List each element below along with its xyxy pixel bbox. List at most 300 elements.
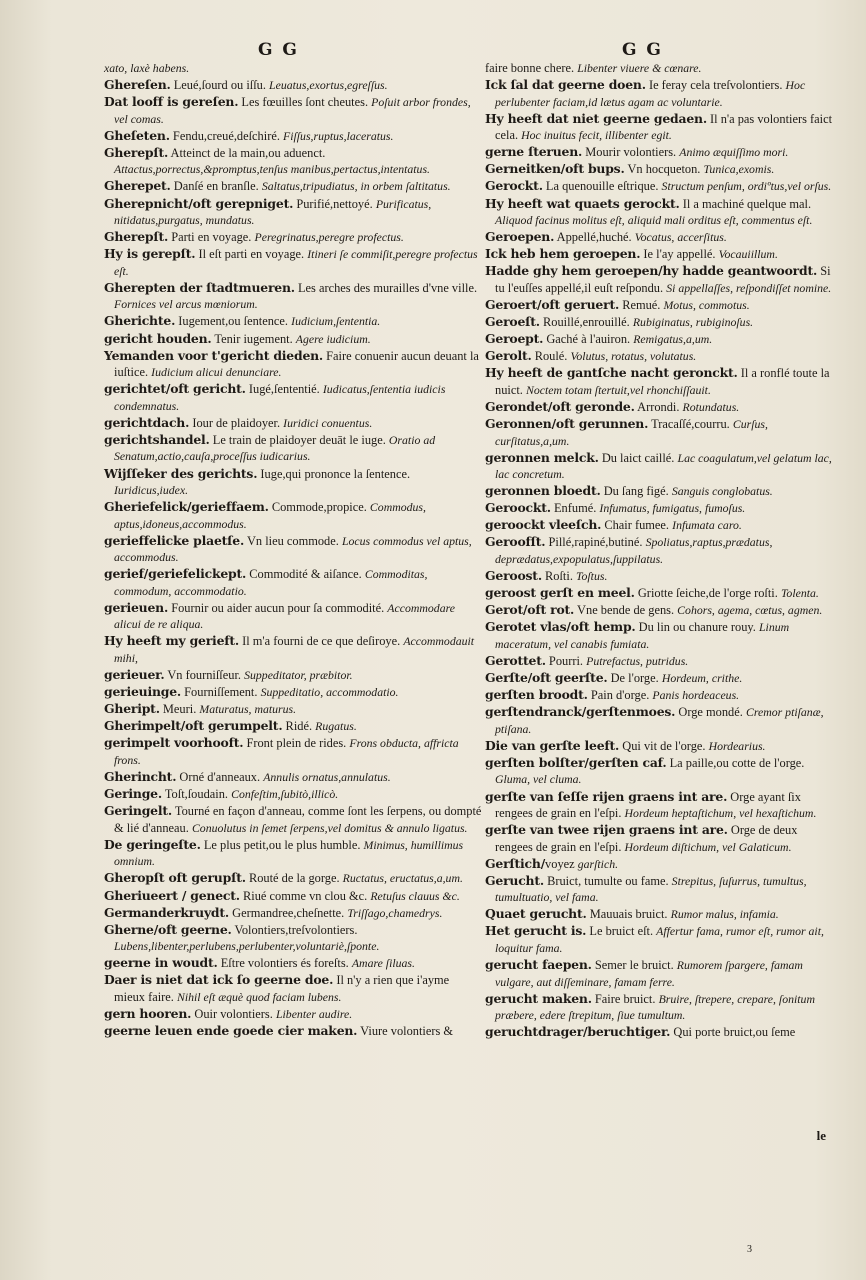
entry-french: Iugé,ſententié.	[245, 382, 323, 397]
entry-french: Danſé en branſle.	[170, 179, 262, 194]
entry-latin: Maturatus, maturus.	[199, 702, 297, 717]
entry-latin: Minimus, humillimus omnium.	[114, 837, 464, 869]
entry-headword: Geroert/oft geruert.	[485, 296, 620, 312]
entry-latin: Hordearius.	[708, 738, 766, 753]
entry-latin: Triſſago,chamedrys.	[347, 905, 443, 920]
entry-latin: Accommodare alicui de re aliqua.	[114, 600, 455, 632]
entry-headword: gerieuer.	[104, 667, 165, 683]
entry-latin: garſtich.	[577, 856, 619, 871]
dictionary-entry	[104, 803, 482, 836]
dictionary-entry	[485, 297, 833, 314]
entry-headword: Geringe.	[104, 786, 162, 802]
entry-french: Semer le bruict.	[591, 958, 677, 973]
dictionary-entry	[485, 755, 833, 788]
entry-latin: Commoditas, commodum, accommodatio.	[114, 567, 428, 598]
entry-french: Il eſt parti en voyage.	[195, 247, 308, 262]
entry-french: Purifié,nettoyé.	[293, 196, 376, 211]
dictionary-entry	[104, 533, 482, 566]
entry-french: Orge ayant ſix rengees de grain en l'eſpi.	[495, 789, 801, 820]
dictionary-entry	[485, 77, 833, 110]
entry-headword: Geroofſt.	[485, 534, 546, 550]
entry-headword: Ick ſal dat geerne doen.	[485, 77, 646, 93]
entry-french: Appellé,huché.	[554, 230, 635, 245]
entry-headword: Gheſeten.	[104, 127, 170, 143]
entry-french: La quenouille eſtrique.	[542, 179, 662, 194]
entry-headword: Gheriefelick/gerieffaem.	[104, 499, 269, 515]
dictionary-entry	[104, 888, 482, 905]
entry-french: Eſtre volontiers és foreſts.	[217, 956, 352, 971]
dictionary-entry	[485, 619, 833, 652]
entry-latin: Remigatus,a,um.	[633, 332, 713, 347]
entry-headword: Germanderkruydt.	[104, 904, 230, 920]
dictionary-entry	[485, 585, 833, 602]
entry-latin: Vocauiillum.	[718, 247, 778, 262]
entry-headword: Gherimpelt/oft gerumpelt.	[104, 718, 283, 734]
entry-latin: Tunica,exomis.	[703, 162, 775, 177]
entry-latin: Ructatus, eructatus,a,um.	[342, 871, 463, 886]
entry-french: Pain d'orge.	[587, 688, 653, 703]
dictionary-entry	[104, 955, 482, 972]
entry-headword: Wijſſeker des gerichts.	[104, 465, 258, 481]
dictionary-entry	[104, 348, 482, 381]
dictionary-entry	[485, 670, 833, 687]
entry-latin: Aliquod facinus molitus eſt, aliquid mali orditus eſt, commentus eſt.	[495, 213, 813, 228]
entry-french: Vne bende de gens.	[574, 603, 678, 618]
entry-headword: Ghereſen.	[104, 77, 171, 93]
dictionary-entry	[104, 718, 482, 735]
dictionary-entry	[485, 568, 833, 585]
entry-french: Orge mondé.	[675, 705, 746, 720]
entry-headword: Ick heb hem geroepen.	[485, 246, 641, 262]
entry-headword: geroost gerſt en meel.	[485, 585, 635, 601]
entry-latin: Linum maceratum, vel canabis fumiata.	[495, 620, 790, 651]
dictionary-entry	[485, 687, 833, 704]
entry-headword: Gerot/oft rot.	[485, 602, 575, 618]
dictionary-entry	[104, 684, 482, 701]
signature-mark: 3	[747, 1244, 752, 1255]
entry-latin: Spoliatus,raptus,prædatus, deprædatus,expopulatus,ſuppilatus.	[495, 535, 773, 566]
entry-latin: Strepitus, ſuſurrus, tumultus, tumultuatio, vel fama.	[495, 873, 807, 905]
entry-french: Roulé.	[531, 349, 571, 364]
dictionary-entry	[485, 483, 833, 500]
entry-headword: Geroepen.	[485, 229, 555, 245]
dictionary-entry	[485, 111, 833, 144]
entry-french: Meuri.	[159, 702, 200, 717]
entry-headword: Hadde ghy hem geroepen/hy hadde geantwoordt.	[485, 263, 818, 279]
entry-latin: Suppeditator, præbitor.	[244, 668, 353, 683]
entry-french: Toſt,ſoudain.	[161, 787, 232, 802]
dictionary-entry	[104, 870, 482, 887]
entry-french: Chair fumee.	[601, 518, 673, 533]
entry-french: Le bruict eſt.	[586, 924, 657, 939]
entry-french: Ie l'ay appellé.	[640, 247, 719, 262]
running-head-right: G G	[622, 40, 663, 60]
entry-headword: Dat looff is gereſen.	[104, 94, 239, 110]
entry-french: Il a ronflé toute la nuict.	[495, 366, 830, 397]
entry-headword: Quaet gerucht.	[485, 906, 587, 922]
entry-headword: geronnen melck.	[485, 449, 599, 465]
entry-latin: Lac coagulatum,vel gelatum lac, lac concretum.	[495, 450, 832, 482]
entry-french: Gaché à l'auiron.	[543, 332, 634, 347]
entry-latin: Putrefactus, putridus.	[586, 653, 689, 668]
dictionary-entry	[485, 923, 833, 956]
entry-headword: Geroost.	[485, 568, 542, 584]
dictionary-entry	[104, 313, 482, 330]
entry-headword: Gerondet/oft geronde.	[485, 398, 635, 414]
entry-french: Iugement,ou ſentence.	[175, 314, 292, 329]
entry-latin: Si appellaſſes, reſpondiſſet nomine.	[666, 280, 832, 295]
entry-french: Faire conuenir aucun deuant la iuſtice.	[114, 348, 479, 380]
dictionary-entry	[485, 416, 833, 449]
entry-latin: Fiſſus,ruptus,laceratus.	[283, 128, 394, 143]
right-column	[485, 60, 833, 1041]
entry-french: Du lin ou chanure rouy.	[635, 620, 759, 635]
entry-latin: Volutus, rotatus, volutatus.	[570, 349, 697, 364]
entry-headword: Daer is niet dat ick ſo geerne doe.	[104, 972, 334, 988]
entry-latin: Rotundatus.	[682, 399, 740, 414]
dictionary-entry	[485, 856, 833, 873]
entry-latin: Iuridici conuentus.	[283, 415, 373, 430]
entry-french: Commodité & aiſance.	[246, 567, 365, 582]
entry-french: Vn lieu commode.	[244, 533, 342, 548]
entry-latin: Sanguis conglobatus.	[671, 484, 773, 499]
dictionary-entry	[485, 263, 833, 296]
entry-french: Roſti.	[541, 569, 577, 584]
entry-latin: Hordeum diſtichum, vel Galaticum.	[624, 839, 792, 854]
entry-latin: Lubens,libenter,perlubens,perlubenter,voluntariè,ſponte.	[114, 939, 380, 954]
entry-headword: geroockt vleeſch.	[485, 517, 602, 533]
dictionary-entry	[104, 972, 482, 1005]
entry-headword: Hy heeft wat quaets gerockt.	[485, 195, 680, 211]
entry-french: Du laict caillé.	[598, 450, 678, 465]
entry-headword: Hy heeft my gerieft.	[104, 633, 240, 649]
entry-latin: Conuolutus in ſemet ſerpens,vel domitus & annulo ligatus.	[191, 820, 468, 835]
entry-headword: Hy is gerepſt.	[104, 246, 196, 262]
dictionary-entry	[485, 1024, 833, 1041]
entry-french: Commode,propice.	[268, 500, 370, 515]
entry-headword: geronnen bloedt.	[485, 483, 601, 499]
dictionary-entry	[104, 566, 482, 599]
dictionary-entry	[485, 246, 833, 263]
entry-latin: Frons obducta, affricta frons.	[114, 736, 459, 767]
entry-headword: Gherepnicht/oft gerepniget.	[104, 195, 294, 211]
dictionary-entry	[485, 161, 833, 178]
entry-headword: gerſten bolſter/gerſten caf.	[485, 754, 667, 770]
dictionary-entry	[104, 466, 482, 499]
entry-french: Arrondi.	[634, 399, 683, 414]
entry-headword: Gerſte/oft geerſte.	[485, 670, 608, 686]
entry-latin: Libenter audire.	[275, 1006, 353, 1021]
entry-french: La paille,ou cotte de l'orge.	[666, 755, 805, 770]
dictionary-entry	[104, 145, 482, 178]
entry-headword: Gheript.	[104, 701, 160, 717]
dictionary-entry	[485, 450, 833, 483]
dictionary-entry	[485, 331, 833, 348]
entry-headword: Hy heeft dat niet geerne gedaen.	[485, 110, 707, 126]
entry-latin: Animo æquiſſimo mori.	[679, 145, 789, 160]
entry-french: Ie feray cela treſvolontiers.	[645, 78, 786, 93]
entry-latin: Suppeditatio, accommodatio.	[260, 685, 399, 700]
entry-latin: Panis hordeaceus.	[652, 688, 740, 703]
dictionary-entry	[485, 738, 833, 755]
entry-latin: Oratio ad Senatum,actio,cauſa,proceſſus iudicarius.	[114, 432, 436, 464]
dictionary-entry	[104, 432, 482, 465]
dictionary-entry	[485, 517, 833, 534]
entry-latin: Infumatus, fumigatus, fumoſus.	[599, 501, 746, 516]
entry-headword: Die van gerſte leeft.	[485, 737, 620, 753]
entry-latin: Accommodauit mihi,	[114, 634, 475, 665]
entry-french: Qui porte bruict,ou ſeme	[670, 1025, 796, 1040]
entry-latin: Hoc inuitus fecit, illibenter egit.	[521, 128, 672, 143]
entry-headword: Geroeſt.	[485, 314, 540, 330]
entry-latin: Affertur fama, rumor eſt, rumor ait, loquitur fama.	[495, 924, 824, 955]
entry-latin: Confeſtim,ſubitò,illicò.	[231, 787, 339, 802]
dictionary-entry	[104, 837, 482, 870]
entry-latin: Itineri ſe commiſit,peregre profectus eſt.	[114, 247, 478, 278]
catchword: le	[816, 1128, 826, 1143]
entry-french: Ouir volontiers.	[191, 1006, 276, 1021]
entry-latin: Commodus, aptus,idoneus,accommodus.	[114, 500, 426, 531]
entry-french: Orné d'anneaux.	[176, 770, 264, 785]
dictionary-entry	[104, 667, 482, 684]
dictionary-entry	[104, 128, 482, 145]
entry-headword: Gherepet.	[104, 178, 171, 194]
entry-latin: Purificatus, nitidatus,purgatus, mundatus.	[114, 196, 432, 228]
entry-headword: gerſtendranck/gerſtenmoes.	[485, 704, 676, 720]
running-head-left: G G	[258, 40, 299, 60]
entry-french: Iuge,qui prononce la ſentence.	[257, 466, 411, 481]
entry-latin: Vocatus, accerſitus.	[634, 230, 727, 245]
entry-headword: gerſte van ſeſſe rijen graens int are.	[485, 788, 728, 804]
entry-headword: Het gerucht is.	[485, 923, 587, 939]
entry-latin: Cohors, agema, cœtus, agmen.	[677, 603, 823, 618]
dictionary-entry	[485, 991, 833, 1024]
entry-headword: gerieffelicke plaetſe.	[104, 532, 245, 548]
entry-latin: Retuſus clauus &c.	[370, 888, 460, 903]
entry-headword: gericht houden.	[104, 330, 212, 346]
dictionary-entry	[104, 60, 482, 77]
dictionary-entry	[104, 415, 482, 432]
dictionary-entry	[485, 602, 833, 619]
entry-latin: Tolenta.	[780, 586, 819, 601]
dictionary-entry	[104, 600, 482, 633]
entry-headword: Gerolt.	[485, 348, 532, 364]
entry-latin: Gluma, vel cluma.	[495, 772, 582, 787]
entry-latin: Infumata caro.	[672, 518, 742, 533]
entry-latin: Toſtus.	[576, 569, 608, 584]
entry-latin: Poſuit arbor frondes, vel comas.	[114, 95, 471, 126]
entry-french: Tenir iugement.	[211, 331, 296, 346]
dictionary-entry	[104, 246, 482, 279]
dictionary-entry	[485, 653, 833, 670]
dictionary-entry	[104, 1006, 482, 1023]
entry-french: Griotte ſeiche,de l'orge roſti.	[634, 586, 781, 601]
entry-french: Germandree,cheſnette.	[229, 905, 348, 920]
entry-latin: Hordeum heptaſtichum, vel hexaſtichum.	[624, 806, 817, 820]
entry-latin: Structum penſum, ordiºtus,vel orſus.	[661, 179, 832, 194]
dictionary-entry	[485, 144, 833, 161]
entry-headword: Geronnen/oft gerunnen.	[485, 416, 649, 431]
entry-headword: Gherepten der ſtadtmueren.	[104, 279, 295, 295]
entry-french: Bruict, tumulte ou fame.	[544, 873, 672, 888]
entry-french: Les arches des murailles d'vne ville.	[294, 280, 478, 295]
entry-headword: Yemanden voor t'gericht dieden.	[104, 347, 324, 363]
entry-latin: Attactus,porrectus,&promptus,tenſus manibus,pertactus,intentatus.	[114, 162, 430, 177]
entry-headword: Gerotet vlas/oft hemp.	[485, 619, 636, 635]
entry-french: Qui vit de l'orge.	[619, 738, 709, 753]
entry-french: Tourné en façon d'anneau, comme ſont les ſerpens, ou dompté & lié d'anneau.	[114, 804, 482, 835]
entry-headword: Gherepſt.	[104, 144, 169, 160]
entry-french: Fourniſſement.	[181, 685, 261, 700]
entry-latin: Iudicium,ſententia.	[291, 314, 381, 329]
entry-french: Le plus petit,ou le plus humble.	[200, 837, 364, 852]
entry-french: Le train de plaidoyer deuāt le iuge.	[209, 432, 389, 447]
entry-latin: Amare ſiluas.	[351, 956, 415, 971]
entry-latin: Curſus, curſitatus,a,um.	[495, 417, 768, 448]
entry-french: Du ſang figé.	[600, 484, 672, 499]
entry-headword: Gherichte.	[104, 313, 176, 329]
entry-headword: gerieuinge.	[104, 684, 182, 700]
dictionary-entry	[485, 348, 833, 365]
entry-latin: Rumor malus, infamia.	[670, 907, 779, 922]
entry-french: Ridé.	[282, 719, 316, 734]
entry-french: De l'orge.	[607, 671, 662, 686]
entry-latin: Hoc perlubenter faciam,id lætus agam ac voluntarie.	[495, 78, 806, 109]
entry-french: Routé de la gorge.	[245, 871, 343, 886]
entry-headword: Gherne/oft geerne.	[104, 921, 232, 937]
entry-latin: Hordeum, crithe.	[661, 671, 743, 686]
entry-latin: Iudicium alicui denunciare.	[151, 365, 282, 380]
dictionary-entry	[104, 229, 482, 246]
entry-french: Viure volontiers &	[357, 1024, 454, 1039]
entry-french: Mourir volontiers.	[582, 145, 680, 160]
entry-headword: Gheropſt oft gerupſt.	[104, 870, 246, 886]
entry-latin: Peregrinatus,peregre profectus.	[254, 230, 404, 245]
entry-latin: Iudicatus,ſententia iudicis condemnatus.	[114, 382, 446, 413]
dictionary-entry	[104, 77, 482, 94]
entry-latin: Rubiginatus, rubiginoſus.	[632, 315, 754, 330]
entry-headword: geruchtdrager/beruchtiger.	[485, 1024, 671, 1040]
entry-headword: Gherincht.	[104, 769, 177, 785]
dictionary-entry	[104, 94, 482, 127]
entry-french: Remué.	[619, 297, 664, 312]
left-column	[104, 60, 482, 1040]
entry-french: Il m'a fourni de ce que deſiroye.	[239, 634, 404, 649]
dictionary-entry	[485, 229, 833, 246]
entry-headword: gerieuen.	[104, 599, 169, 615]
dictionary-entry	[485, 196, 833, 229]
entry-headword: Gerſtich/	[485, 855, 546, 871]
entry-headword: Geringelt.	[104, 803, 172, 819]
entry-french: Vn hocqueton.	[624, 162, 704, 177]
dictionary-entry	[485, 873, 833, 906]
entry-headword: gerucht faepen.	[485, 957, 592, 973]
entry-headword: Gerottet.	[485, 652, 546, 668]
entry-french: Leué,ſourd ou iſſu.	[170, 78, 270, 93]
entry-french: Iour de plaidoyer.	[189, 415, 284, 430]
dictionary-entry	[104, 769, 482, 786]
dictionary-entry	[485, 365, 833, 398]
dictionary-entry	[104, 331, 482, 348]
dictionary-entry	[485, 314, 833, 331]
entry-french: Front plein de rides.	[243, 736, 350, 751]
entry-french: voyez	[545, 856, 578, 871]
entry-french: Rouillé,enrouillé.	[539, 315, 633, 330]
dictionary-entry	[104, 633, 482, 666]
entry-latin: xato, laxè habens.	[104, 61, 190, 75]
dictionary-entry	[485, 957, 833, 990]
entry-headword: gerichtdach.	[104, 414, 190, 430]
entry-french: Tracaſſé,courru.	[648, 417, 733, 431]
entry-headword: gerucht maken.	[485, 990, 592, 1006]
dictionary-entry	[485, 906, 833, 923]
entry-headword: gerichtet/oft gericht.	[104, 381, 246, 397]
entry-headword: Gherepſt.	[104, 229, 169, 245]
entry-french: Si tu l'euſſes appellé,il euſt reſpondu.	[495, 264, 831, 295]
dictionary-entry	[104, 280, 482, 313]
entry-french: Vn fourniſſeur.	[164, 668, 245, 683]
entry-latin: Agere iudicium.	[295, 331, 371, 346]
entry-french: Il n'y a rien que i'ayme mieux faire.	[114, 973, 450, 1004]
entry-headword: Gerucht.	[485, 872, 544, 888]
entry-headword: geerne in woudt.	[104, 955, 218, 971]
entry-french: Parti en voyage.	[168, 230, 255, 245]
dictionary-entry	[104, 905, 482, 922]
dictionary-entry	[485, 789, 833, 822]
entry-latin: Iuridicus,iudex.	[114, 483, 189, 497]
entry-french: Pillé,rapiné,butiné.	[545, 535, 646, 550]
entry-french: Faire bruict.	[591, 991, 659, 1006]
entry-french: Il n'a pas volontiers faict cela.	[495, 111, 833, 143]
entry-latin: Annulis ornatus,annulatus.	[263, 770, 391, 785]
dictionary-entry	[485, 178, 833, 195]
dictionary-entry	[485, 500, 833, 517]
entry-latin: Leuatus,exortus,egreſſus.	[269, 78, 388, 93]
entry-headword: geerne leuen ende goede cier maken.	[104, 1023, 358, 1039]
dictionary-entry	[104, 735, 482, 768]
dictionary-entry	[104, 196, 482, 229]
entry-latin: Bruire, ſtrepere, crepare, ſonitum præbere, edere ſtrepitum, ſiue tumultum.	[495, 991, 815, 1023]
entry-headword: gerimpelt voorhooft.	[104, 735, 244, 751]
dictionary-entry	[104, 499, 482, 532]
entry-headword: gerſte van twee rijen graens int are.	[485, 822, 728, 838]
entry-french: Fournir ou aider aucun pour ſa commodité.	[168, 600, 388, 615]
entry-french: Volontiers,treſvolontiers.	[231, 922, 358, 937]
entry-latin: Libenter viuere & cœnare.	[577, 61, 702, 75]
entry-french: Orge de deux rengees de grain en l'eſpi.	[495, 823, 798, 854]
entry-latin: Rumorem ſpargere, famam vulgare, aut diſſeminare, famam ferre.	[495, 958, 803, 989]
dictionary-entry	[104, 178, 482, 195]
dictionary-entry	[104, 922, 482, 955]
entry-latin: Nihil eſt æquè quod faciam lubens.	[176, 989, 342, 1004]
dictionary-entry	[104, 786, 482, 803]
dictionary-entry	[104, 381, 482, 414]
entry-latin: Fornices vel arcus mœniorum.	[114, 297, 258, 312]
entry-french: Il a machiné quelque mal.	[679, 196, 812, 211]
dictionary-entry	[485, 60, 833, 77]
entry-french: Les fœuilles ſont cheutes.	[238, 95, 372, 110]
entry-latin: Cremor ptiſanæ, ptiſana.	[495, 705, 824, 736]
entry-french: Mauuais bruict.	[586, 907, 671, 922]
dictionary-entry	[104, 1023, 482, 1040]
entry-latin: Locus commodus vel aptus, accommodus.	[114, 533, 472, 565]
entry-headword: Gheriueert / genect.	[104, 887, 240, 903]
entry-headword: gern hooren.	[104, 1005, 192, 1021]
entry-headword: gerne ſteruen.	[485, 144, 583, 160]
entry-headword: Gerneitken/oft bups.	[485, 161, 625, 177]
dictionary-entry	[104, 701, 482, 718]
entry-french: faire bonne chere.	[485, 61, 578, 75]
